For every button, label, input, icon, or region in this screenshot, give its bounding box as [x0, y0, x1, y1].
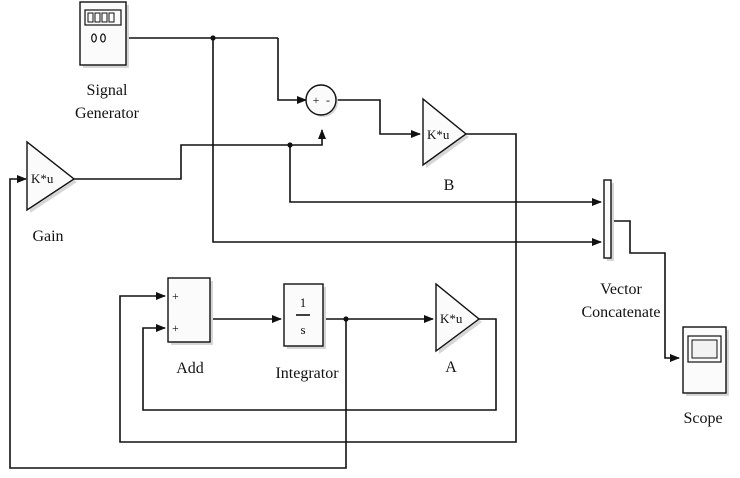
sum-block[interactable]: [306, 85, 338, 117]
integrator-denominator: s: [300, 322, 306, 337]
sum-plus-sign: +: [312, 93, 320, 107]
add-input-2-sign: +: [172, 321, 179, 335]
scope-label: Scope: [683, 410, 723, 427]
signal-generator-block[interactable]: [80, 2, 129, 68]
sum-minus-sign: -: [326, 93, 330, 107]
integrator-label: Integrator: [275, 365, 339, 382]
wire-gain-out[interactable]: [74, 130, 322, 179]
signal-lines: [10, 35, 679, 468]
gain-b-block[interactable]: [423, 99, 469, 168]
integrator-block[interactable]: [284, 284, 326, 349]
wire-siggen-to-concat[interactable]: [213, 38, 601, 242]
scope-screen-icon: [688, 336, 721, 362]
add-input-1-sign: +: [172, 289, 179, 303]
gain-a-label: A: [445, 359, 457, 376]
gain-b-block-text: K*u: [427, 127, 450, 142]
gain-b-label: B: [443, 177, 455, 194]
add-label: Add: [176, 360, 204, 377]
vector-concatenate-label-1: Vector: [600, 281, 642, 298]
gain-label: Gain: [32, 228, 64, 245]
integrator-numerator: 1: [299, 295, 307, 310]
signal-generator-label-1: Signal: [86, 82, 128, 99]
gain-a-block-text: K*u: [440, 311, 463, 326]
scope-block[interactable]: [683, 327, 729, 396]
gain-block[interactable]: [27, 142, 77, 213]
wire-siggen-to-sum[interactable]: [278, 38, 306, 100]
vector-concatenate-label-2: Concatenate: [581, 304, 661, 321]
gain-block-text: K*u: [31, 171, 54, 186]
vector-concatenate-block[interactable]: [604, 180, 614, 261]
gain-a-block[interactable]: [436, 284, 482, 354]
add-block[interactable]: [168, 278, 213, 345]
signal-generator-label-2: Generator: [75, 105, 139, 122]
wire-sum-to-b[interactable]: [336, 100, 420, 134]
